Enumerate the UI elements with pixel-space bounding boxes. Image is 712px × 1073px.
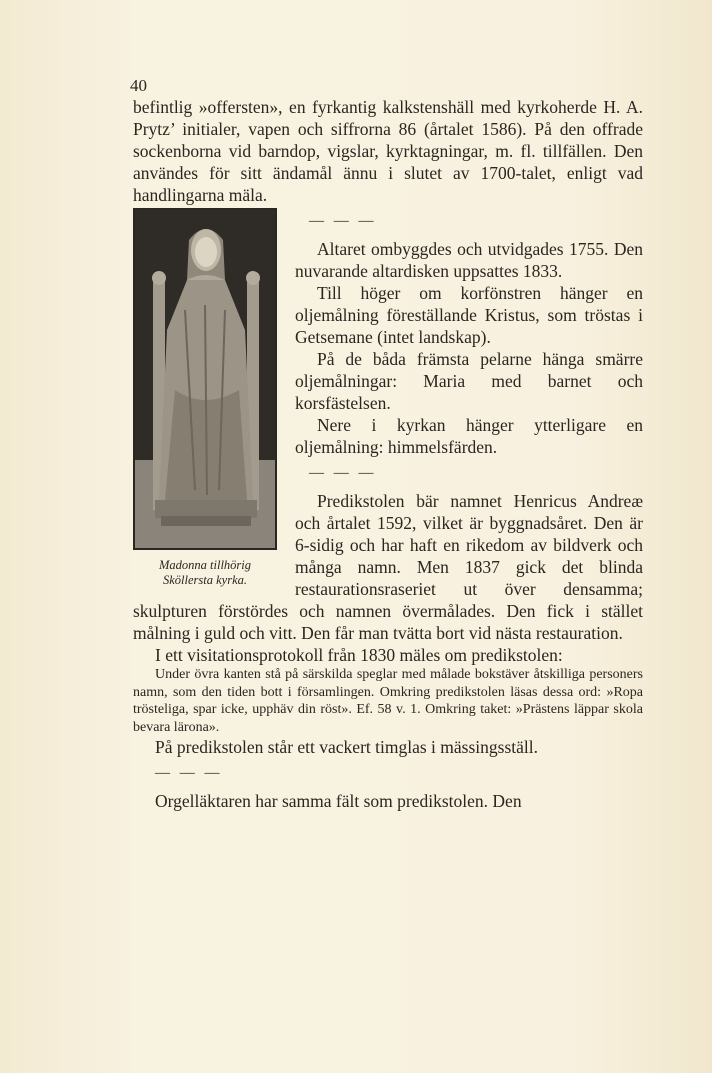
madonna-statue-image xyxy=(135,210,275,548)
paragraph-offersten: befintlig »offersten», en fyrkantig kalkstenshäll med kyrkoherde H. A. Prytz’ initialer, vapen och siffrorna 86 (årtalet 1586). På den offrade sockenborna vid barndop, vigslar, kyrktagningar, m. fl. tillfällen. Den användes för sitt ändamål ännu i slutet av 1700-talet, enligt vad handlingarna mäla. xyxy=(133,97,643,205)
quote-block: Under övra kanten stå på särskilda speglar med målade bokstäver åtskilliga personers namn, som den tiden bott i församlingen. Omkring predikstolen läsas dessa ord: »Ropa trösteliga, spar icke, upphäv din röst». Ef. 58 v. 1. Omkring taket: »Prästens läppar skola bevara lärona». xyxy=(133,667,643,735)
paragraph-himmelsfarden: Nere i kyrkan hänger ytterligare en oljemålning: himmelsfärden. xyxy=(295,415,643,457)
paragraph-kristus: Till höger om korfönstren hänger en oljemålning föreställande Kristus, som tröstas i Getsemane (intet landskap). xyxy=(295,283,643,347)
caption-line-1: Madonna tillhörig xyxy=(158,558,252,572)
paragraph-predikstolen: Predikstolen bär namnet Henricus Andreæ och årtalet 1592, vilket är byggnadsåret. Den är 6-sidig och har haft en rikedom av bildverk och många namn. Men 1837 gick det blinda restaurationsraseriet ut över densamma; skulpturen förstördes och namnen övermålades. Den fick i stället målning i guld och vitt. Den får man tvätta bort vid nästa restauration. xyxy=(133,491,643,643)
paragraph-pelarne: På de båda främsta pelarne hänga smärre oljemålningar: Maria med barnet och korsfästelsen. xyxy=(295,349,643,413)
madonna-figure xyxy=(133,208,281,588)
paragraph-visitationsprotokoll: I ett visitationsprotokoll från 1830 mäles om predikstolen: xyxy=(155,645,563,665)
section-separator: — — — xyxy=(155,765,223,781)
page-number: 40 xyxy=(130,76,147,95)
body-text xyxy=(133,96,643,812)
section-separator: — — — xyxy=(309,465,377,481)
madonna-photo xyxy=(133,208,277,550)
paragraph-timglas: På predikstolen står ett vackert timglas i mässingsställ. xyxy=(155,737,538,757)
paragraph-orgellaktaren: Orgelläktaren har samma fält som predikstolen. Den xyxy=(155,791,522,811)
paragraph-altaret: Altaret ombyggdes och utvidgades 1755. Den nuvarande altardisken uppsattes 1833. xyxy=(295,239,643,281)
section-separator: — — — xyxy=(309,213,377,229)
figure-caption xyxy=(133,558,277,588)
caption-line-2: Sköllersta kyrka. xyxy=(162,573,247,587)
